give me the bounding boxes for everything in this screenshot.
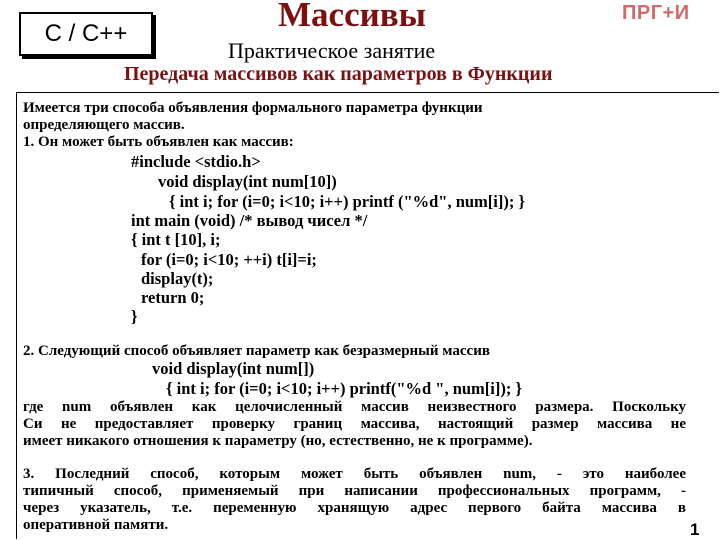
paragraph-line: Си не предоставляет проверку границ массива, настоящий размер массива не [23,416,686,432]
code-line: return 0; [141,288,205,307]
paragraph-line: через указатель, т.е. переменную хранящую адрес первого байта массива в [23,500,686,516]
page-title: Массивы [278,0,426,34]
language-badge: C / C++ [19,12,153,56]
code-line: display(t); [141,269,214,288]
page-number: 1 [690,520,700,539]
code-line: { int t [10], i; [131,230,221,249]
code-line: #include <stdio.h> [131,152,261,171]
code-line: { int i; for (i=0; i<10; i++) printf ("%d", num[i]); } [169,192,525,211]
intro-line: Имеется три способа объявления формального параметра функции [23,100,483,116]
subtitle: Практическое занятие [228,38,436,63]
code-line: int main (void) /* вывод чисел */ [131,211,368,230]
code-line: void display(int num[]) [152,359,315,378]
code-line: void display(int num[10]) [158,172,337,191]
code-line: } [131,307,138,326]
paragraph-line: 3. Последний способ, которым может быть объявлен num, - это наиболее [23,466,686,482]
paragraph-line: оперативной памяти. [23,517,169,533]
topic-heading: Передача массивов как параметров в Функции [124,63,553,85]
intro-line: 1. Он может быть объявлен как массив: [23,134,294,150]
code-line: for (i=0; i<10; ++i) t[i]=i; [141,250,317,269]
section-heading: 2. Следующий способ объявляет параметр как безразмерный массив [23,343,490,359]
code-line: { int i; for (i=0; i<10; i++) printf("%d ", num[i]); } [166,379,522,398]
brand-label: ПРГ+И [622,2,690,24]
paragraph-line: имеет никакого отношения к параметру (но, естественно, не к программе). [23,433,533,449]
intro-line: определяющего массив. [23,117,185,133]
paragraph-line: где num объявлен как целочисленный массив неизвестного размера. Поскольку [23,399,686,415]
paragraph-line: типичный способ, применяемый при написании профессиональных программ, - [23,483,686,499]
